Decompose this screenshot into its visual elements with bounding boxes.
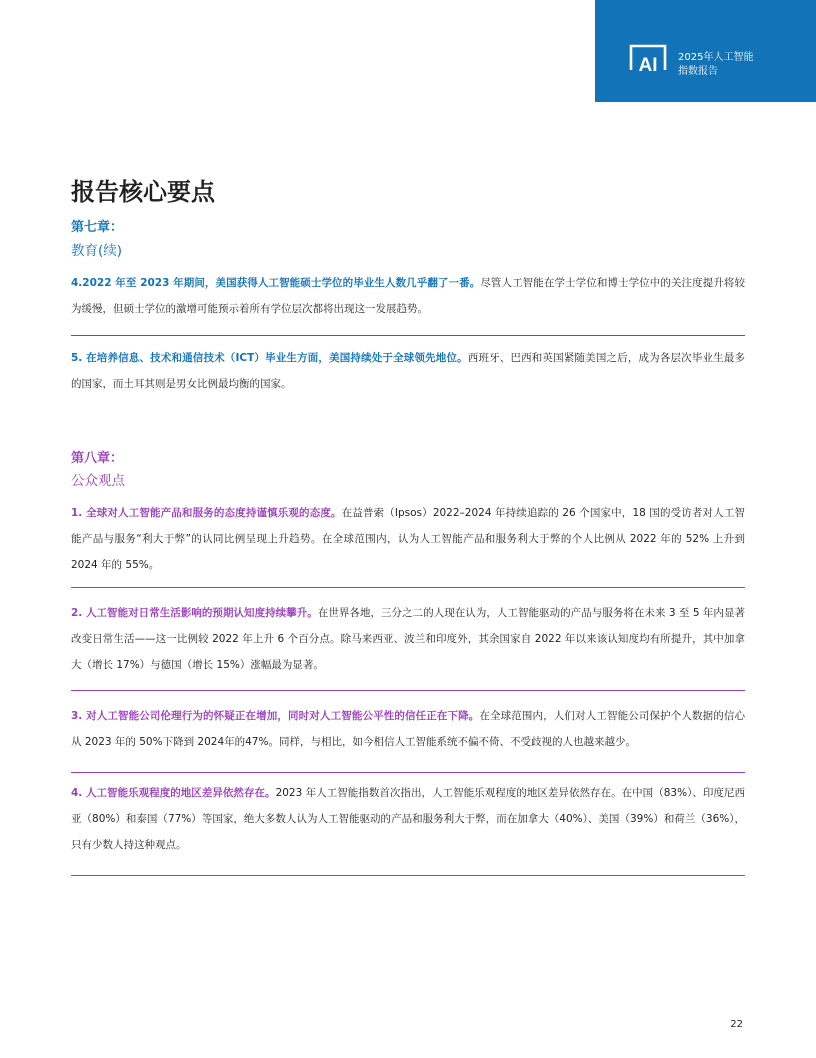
report-title-line1: 2025年人工智能 — [678, 52, 754, 63]
chapter8-point-4 — [71, 780, 745, 858]
chapter8-label: 第八章： — [71, 451, 124, 466]
chapter7-point-4 — [71, 270, 745, 322]
report-title-line2: 指数报告 — [678, 66, 718, 77]
point-lead: 4.2022 年至 2023 年期间，美国获得人工智能硕士学位的毕业生人数几乎翻了一番。 — [71, 277, 481, 289]
point-body: 西班牙、巴西和英国紧随美国之后，成为各层次毕业生最多的国家，而土耳其则是男女比例最均衡的国家。 — [71, 352, 746, 390]
point-body: 在世界各地，三分之二的人现在认为，人工智能驱动的产品与服务将在未来 3 至 5 年内显著改变日常生活——这一比例较 2022 年上升 6 个百分点。除马来西亚、波兰和印度外，其余国家自 2022 年以来该认知度均有所提升，其中加拿大（增长 17%）与德国（增长 15%）涨幅最为显著。 — [71, 607, 745, 671]
page-title: 报告核心要点 — [71, 178, 215, 206]
section-divider — [71, 875, 745, 876]
chapter8-point-2 — [71, 600, 745, 678]
report-brand-header — [595, 0, 816, 102]
chapter8-point-3 — [71, 703, 745, 755]
point-lead: 2. 人工智能对日常生活影响的预期认知度持续攀升。 — [71, 607, 318, 619]
chapter7-subtitle: 教育(续) — [71, 243, 123, 259]
section-divider — [71, 335, 745, 336]
chapter8-subtitle: 公众观点 — [71, 473, 125, 489]
section-divider — [71, 772, 745, 773]
point-body: 在全球范围内，人们对人工智能公司保护个人数据的信心从 2023 年的 50%下降到 2024年的47%。同样，与相比，如今相信人工智能系统不偏不倚、不受歧视的人也越来越少。 — [71, 710, 746, 748]
report-title — [678, 51, 753, 79]
point-lead: 3. 对人工智能公司伦理行为的怀疑正在增加，同时对人工智能公平性的信任正在下降。 — [71, 710, 480, 722]
chapter7-point-5 — [71, 345, 745, 397]
point-lead: 4. 人工智能乐观程度的地区差异依然存在。 — [71, 787, 276, 799]
point-body: 尽管人工智能在学士学位和博士学位中的关注度提升将较为缓慢，但硕士学位的激增可能预示着所有学位层次都将出现这一发展趋势。 — [71, 277, 745, 315]
point-lead: 5. 在培养信息、技术和通信技术（ICT）毕业生方面，美国持续处于全球领先地位。 — [71, 352, 468, 364]
point-lead: 1. 全球对人工智能产品和服务的态度持谨慎乐观的态度。 — [71, 507, 342, 519]
point-body: 在益普索（Ipsos）2022–2024 年持续追踪的 26 个国家中，18 国的受访者对人工智能产品与服务“利大于弊”的认同比例呈现上升趋势。在全球范围内，认为人工智能产品和服务利大于弊的个人比例从 2022 年的 52% 上升到 2024 年的 55%。 — [71, 507, 745, 571]
section-divider — [71, 587, 745, 588]
point-body: 2023 年人工智能指数首次指出，人工智能乐观程度的地区差异依然存在。在中国（83%）、印度尼西亚（80%）和泰国（77%）等国家，绝大多数人认为人工智能驱动的产品和服务利大于弊，而在加拿大（40%）、美国（39%）和荷兰（36%），只有少数人持这种观点。 — [71, 787, 745, 851]
ai-index-logo-icon — [628, 40, 668, 74]
page-number: 22 — [730, 1019, 743, 1030]
chapter7-label: 第七章： — [71, 220, 124, 235]
section-divider — [71, 690, 745, 691]
chapter8-point-1 — [71, 500, 745, 578]
logo-text: AI — [638, 55, 658, 74]
